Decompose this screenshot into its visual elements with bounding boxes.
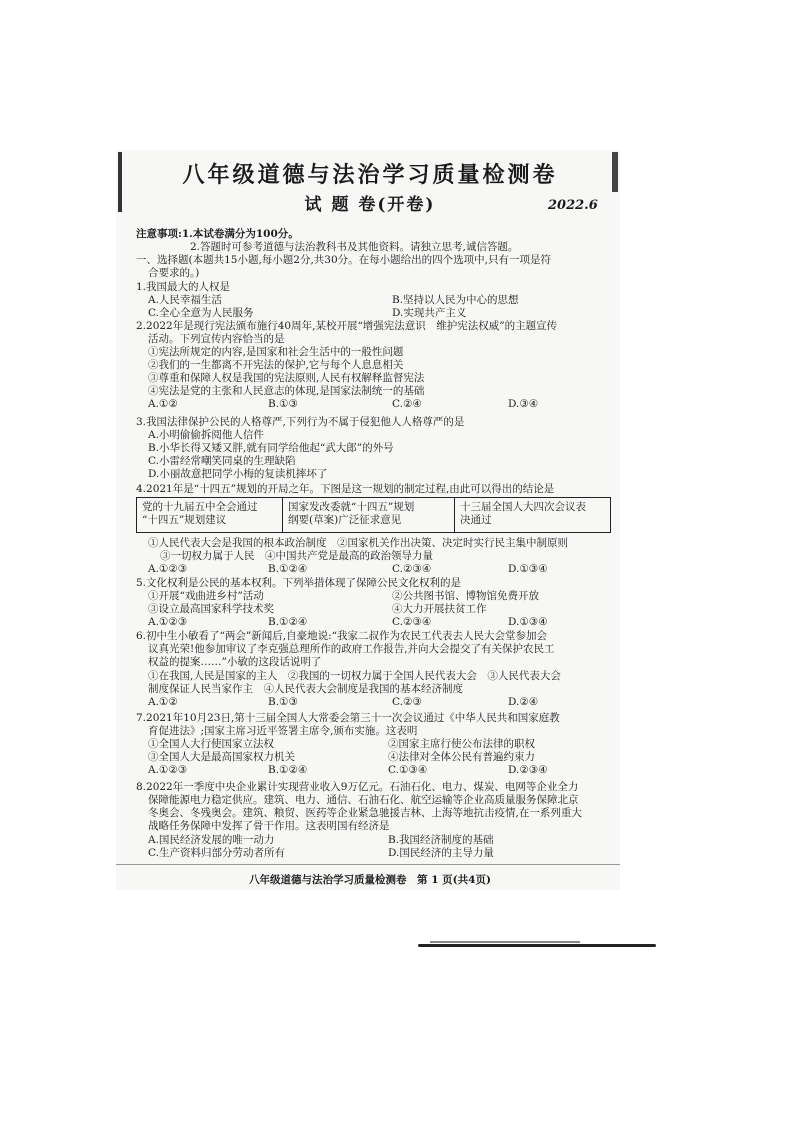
scan-artifact	[418, 944, 656, 947]
q4-option-d: D.①③④	[508, 563, 548, 575]
q5-option-c: C.②③④	[392, 616, 432, 628]
flow-step-1-line-1: 党的十九届五中全会通过	[142, 501, 258, 513]
section-intro-1: 一、选择题(本题共15小题,每小题2分,共30分。在每小题给出的四个选项中,只有一项是符	[136, 254, 552, 266]
q6-statement-2: 制度保证人民当家作主 ④人民代表大会制度是我国的基本经济制度	[148, 683, 463, 695]
q3-stem: 3.我国法律保护公民的人格尊严,下列行为不属于侵犯他人人格尊严的是	[136, 416, 465, 428]
q4-statement-1: ①人民代表大会是我国的根本政治制度 ②国家机关作出决策、决定时实行民主集中制原则	[148, 537, 568, 549]
notes-line-2: 2.答题时可参考道德与法治教科书及其他资料。请独立思考,诚信答题。	[190, 241, 519, 253]
q4-flow-diagram	[136, 497, 611, 533]
footer-divider	[116, 864, 620, 865]
q6-option-b: B.①③	[268, 696, 298, 708]
flow-step-2-line-1: 国家发改委就“十四五”规划	[288, 501, 415, 513]
q5-statement-1: ①开展“戏曲进乡村”活动	[148, 590, 264, 602]
flow-step-3-line-1: 十三届全国人大四次会议表	[460, 501, 586, 513]
q8-stem-2: 保障能源电力稳定供应。建筑、电力、通信、石油石化、航空运输等企业高质量服务保障北京	[148, 794, 579, 806]
section-intro-2: 合要求的。)	[148, 267, 200, 279]
q2-statement-1: ①宪法所规定的内容,是国家和社会生活中的一般性问题	[148, 346, 404, 358]
q2-statement-4: ④宪法是党的主张和人民意志的体现,是国家法制统一的基础	[148, 385, 425, 397]
q5-option-d: D.①③④	[508, 616, 548, 628]
q7-statement-1: ①全国人大行使国家立法权	[148, 738, 274, 750]
q2-stem-2: 活动。下列宣传内容恰当的是	[148, 333, 285, 345]
q2-statement-2: ②我们的一生都离不开宪法的保护,它与每个人息息相关	[148, 359, 404, 371]
q2-option-d: D.③④	[508, 398, 539, 410]
q8-option-a: A.国民经济发展的唯一动力	[148, 834, 275, 846]
q7-option-b: B.①②④	[268, 764, 308, 776]
q4-stem: 4.2021年是“十四五”规划的开局之年。下图是这一规划的制定过程,由此可以得出的结论是	[136, 483, 555, 495]
flow-step-2-line-2: 纲要(草案)广泛征求意见	[288, 514, 402, 526]
flow-step-2	[283, 498, 455, 532]
q3-option-d: D.小丽故意把同学小梅的复读机摔坏了	[148, 468, 328, 480]
q8-stem-4: 战略任务保障中发挥了骨干作用。这表明国有经济是	[148, 820, 390, 832]
q8-stem-3: 冬奥会、冬残奥会。建筑、粮贸、医药等企业紧急驰援吉林、上海等地抗击疫情,在一系列重大	[148, 807, 582, 819]
q3-option-b: B.小华长得又矮又胖,就有同学给他起“武大郎”的外号	[148, 442, 394, 454]
page-footer: 八年级道德与法治学习质量检测卷 第 1 页(共4页)	[249, 874, 491, 886]
exam-title: 八年级道德与法治学习质量检测卷	[182, 162, 558, 188]
q2-option-a: A.①②	[148, 398, 178, 410]
q2-statement-3: ③尊重和保障人权是我国的宪法原则,人民有权解释监督宪法	[148, 372, 425, 384]
q1-option-b: B.坚持以人民为中心的思想	[392, 294, 519, 306]
q1-stem: 1.我国最大的人权是	[136, 281, 231, 293]
q4-option-c: C.②③④	[392, 563, 432, 575]
exam-date: 2022.6	[548, 198, 598, 213]
exam-subtitle: 试 题 卷(开卷)	[304, 195, 436, 215]
q4-statement-2: ③一切权力属于人民 ④中国共产党是最高的政治领导力量	[160, 550, 433, 562]
q3-option-a: A.小明偷偷拆阅他人信件	[148, 429, 264, 441]
q6-option-d: D.②④	[508, 696, 539, 708]
q7-statement-3: ③全国人大是最高国家权力机关	[148, 751, 295, 763]
q5-statement-3: ③设立最高国家科学技术奖	[148, 603, 274, 615]
q7-statement-2: ②国家主席行使公布法律的职权	[388, 738, 535, 750]
flow-step-1	[137, 498, 283, 532]
q7-stem-1: 7.2021年10月23日,第十三届全国人大常委会第三十一次会议通过《中华人民共和国家庭教	[136, 712, 560, 724]
q6-stem-2: 议真光荣!他参加审议了李克强总理所作的政府工作报告,并向大会提交了有关保护农民工	[148, 643, 555, 655]
q6-stem-3: 权益的提案……”小敏的这段话说明了	[148, 656, 322, 668]
q6-option-c: C.②③	[392, 696, 422, 708]
q6-stem-1: 6.初中生小敏看了“两会”新闻后,自豪地说:“我家二叔作为农民工代表去人民大会堂参加会	[136, 630, 547, 642]
q4-option-b: B.①②④	[268, 563, 308, 575]
q6-statement-1: ①在我国,人民是国家的主人 ②我国的一切权力属于全国人民代表大会 ③人民代表大会	[148, 670, 561, 682]
q1-option-d: D.实现共产主义	[392, 307, 467, 319]
q6-option-a: A.①②	[148, 696, 178, 708]
q5-statement-4: ④大力开展扶贫工作	[392, 603, 487, 615]
flow-step-3	[455, 498, 610, 532]
q2-stem-1: 2.2022年是现行宪法颁布施行40周年,某校开展“增强宪法意识 维护宪法权威”的主题宣传	[136, 320, 558, 332]
q7-option-c: C.①③④	[388, 764, 428, 776]
q8-option-b: B.我国经济制度的基础	[388, 834, 494, 846]
q5-statement-2: ②公共图书馆、博物馆免费开放	[392, 590, 539, 602]
q5-stem: 5.文化权利是公民的基本权利。下列举措体现了保障公民文化权利的是	[136, 577, 462, 589]
q2-option-c: C.②④	[392, 398, 422, 410]
q1-option-c: C.全心全意为人民服务	[148, 307, 254, 319]
q3-option-c: C.小雷经常嘲笑同桌的生理缺陷	[148, 455, 296, 467]
scan-artifact	[430, 941, 580, 943]
q8-option-d: D.国民经济的主导力量	[388, 847, 494, 859]
q8-option-c: C.生产资料归部分劳动者所有	[148, 847, 285, 859]
q5-option-b: B.①②④	[268, 616, 308, 628]
notes-line-1: 注意事项:1.本试卷满分为100分。	[136, 228, 299, 240]
q7-stem-2: 育促进法》;国家主席习近平签署主席令,颁布实施。这表明	[148, 725, 418, 737]
flow-step-3-line-2: 决通过	[460, 514, 492, 526]
q7-option-a: A.①②③	[148, 764, 188, 776]
flow-step-1-line-2: “十四五”规划建议	[142, 514, 227, 526]
q4-option-a: A.①②③	[148, 563, 188, 575]
q8-stem-1: 8.2022年一季度中央企业累计实现营业收入9万亿元。石油石化、电力、煤炭、电网等企业全力	[136, 781, 579, 793]
q5-option-a: A.①②③	[148, 616, 188, 628]
q7-statement-4: ④法律对全体公民有普遍约束力	[388, 751, 535, 763]
q1-option-a: A.人民幸福生活	[148, 294, 222, 306]
q7-option-d: D.②③④	[508, 764, 548, 776]
q2-option-b: B.①③	[268, 398, 298, 410]
